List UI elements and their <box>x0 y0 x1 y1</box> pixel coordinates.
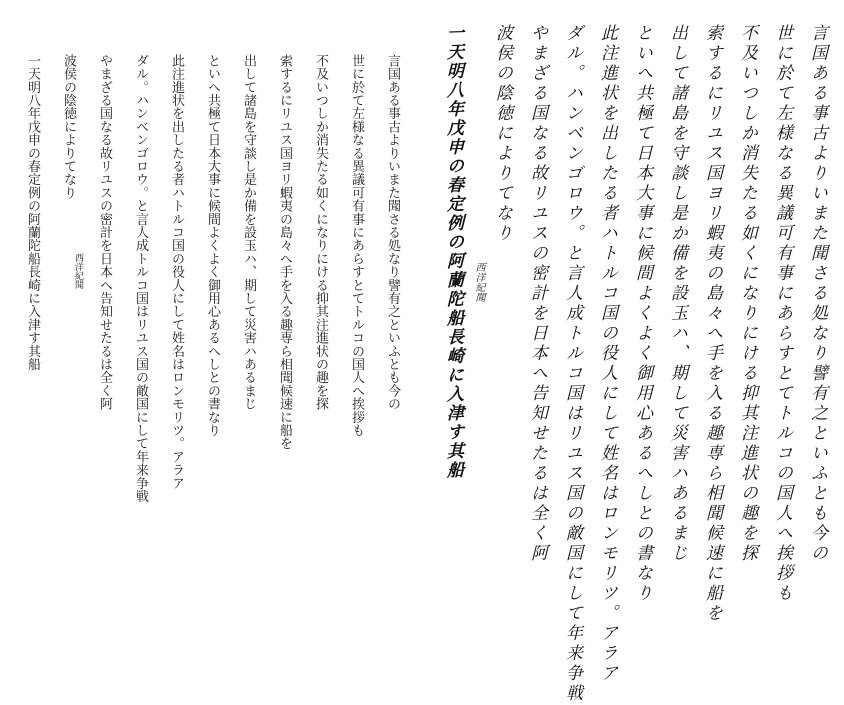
manuscript-line: 一天明八年戊申の春定例の阿蘭陀船長崎に入津す其船 <box>443 23 463 481</box>
manuscript-line: 世に於て左様なる異議可有事にあらすとてトルコの国人へ挨拶も <box>772 23 792 605</box>
manuscript-line: 索するにリユス国ヨリ蝦夷の島々へ手を入る趣専ら相聞候速に船を <box>702 23 722 625</box>
transcription-line: 一天明八年戊申の春定例の阿蘭陀船長崎に入津す其船 <box>25 54 40 371</box>
manuscript-line: ダル。ハンベンゴロウ。と言人成トルコ国はリユス国の敵国にして年来争戦 <box>562 23 582 705</box>
transcription-line: といへ共極て日本大事に候間よくよく御用心あるへしとの書なり <box>205 54 220 437</box>
transcription-line: 出して諸島を守談し是か備を設玉ハ、期して災害ハあるまじ <box>241 54 256 411</box>
transcription-line: 不及いつしか消失たる如くになりにける抑其注進状の趣を探 <box>313 54 328 411</box>
transcription-line: 世に於て左様なる異議可有事にあらすとてトルコの国人へ挨拶も <box>349 54 364 437</box>
manuscript-annotation: 西洋紀聞 <box>473 262 484 302</box>
handwritten-manuscript <box>430 14 840 705</box>
transcription-line: 波侯の陰徳によりてなり <box>61 54 76 200</box>
manuscript-line: やまざる国なる故リユスの密計を日本へ告知せたるは全く阿 <box>527 23 547 565</box>
manuscript-line: 不及いつしか消失たる如くになりにける抑其注進状の趣を探 <box>737 23 757 565</box>
transcription-line: 索するにリユス国ヨリ蝦夷の島々へ手を入る趣専ら相聞候速に船を <box>277 54 292 450</box>
transcription-panel <box>20 54 410 594</box>
manuscript-line: といへ共極て日本大事に候間よくよく御用心あるへしとの書なり <box>632 23 652 605</box>
manuscript-line: 波侯の陰徳によりてなり <box>492 23 512 245</box>
transcription-line: やまざる国なる故リユスの密計を日本へ告知せたるは全く阿 <box>97 54 112 411</box>
transcription-line: ダル。ハンベンゴロウ。と言人成トルコ国はリユス国の敵国にして年来争戦 <box>133 54 148 503</box>
manuscript-line: 言国ある事古よりいまた聞さる処なり譬有之といふとも今の <box>807 23 827 565</box>
manuscript-line: 出して諸島を守談し是か備を設玉ハ、期して災害ハあるまじ <box>667 23 687 565</box>
transcription-line: 此注進状を出したる者ハトルコ国の役人にして姓名はロンモリツ。アラア <box>169 54 184 490</box>
transcription-annotation: 西洋紀聞 <box>73 253 83 289</box>
transcription-line: 言国ある事古よりいまた聞さる処なり譬有之といふとも今の <box>385 54 400 411</box>
manuscript-line: 此注進状を出したる者ハトルコ国の役人にして姓名はロンモリツ。アラア <box>597 23 617 685</box>
